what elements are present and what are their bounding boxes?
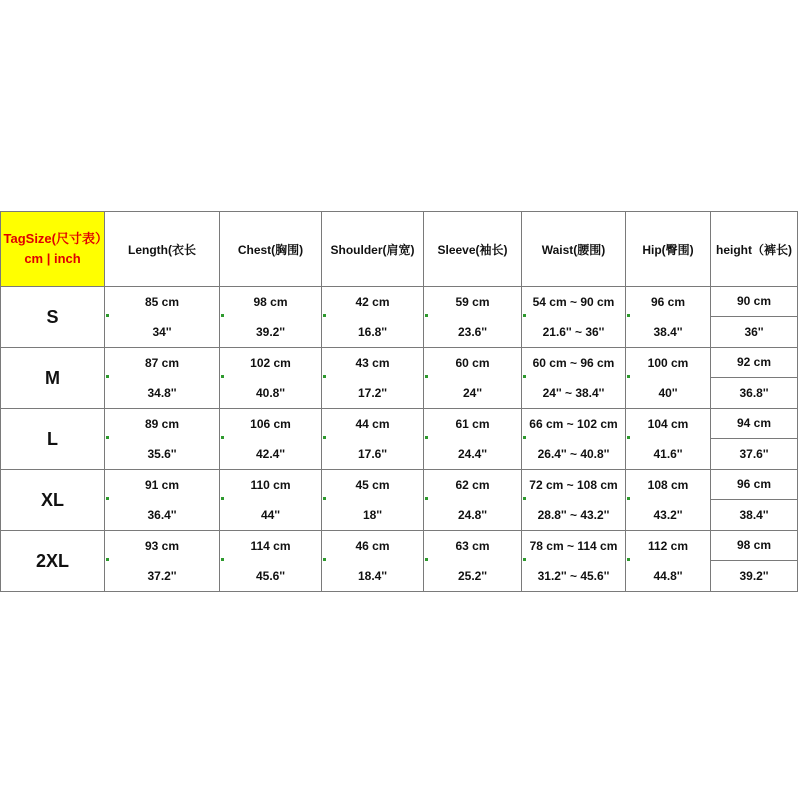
value-cm: 112 cm bbox=[647, 539, 689, 553]
cell-marker bbox=[627, 436, 630, 439]
table-row bbox=[1, 409, 798, 470]
value-inch: 44.8'' bbox=[653, 569, 683, 583]
value-inch: 39.2'' bbox=[739, 569, 769, 583]
value-cm: 42 cm bbox=[355, 295, 390, 309]
column-header-length: Length(衣长 bbox=[105, 212, 220, 287]
cell-marker bbox=[627, 375, 630, 378]
cell-hip bbox=[626, 470, 711, 531]
cell-chest bbox=[220, 287, 322, 348]
cell-shoulder bbox=[322, 348, 424, 409]
cell-length bbox=[105, 287, 220, 348]
value-cm: 78 cm ~ 114 cm bbox=[529, 539, 618, 553]
cell-length bbox=[105, 348, 220, 409]
cell-waist bbox=[522, 531, 626, 592]
cell-marker bbox=[425, 497, 428, 500]
cell-sleeve bbox=[424, 287, 522, 348]
value-cm: 46 cm bbox=[355, 539, 390, 553]
cell-marker bbox=[627, 497, 630, 500]
value-inch: 26.4'' ~ 40.8'' bbox=[537, 447, 610, 461]
value-inch: 28.8'' ~ 43.2'' bbox=[537, 508, 610, 522]
value-cm: 104 cm bbox=[647, 417, 689, 431]
cell-marker bbox=[323, 314, 326, 317]
cell-marker bbox=[627, 314, 630, 317]
value-inch: 36'' bbox=[744, 325, 764, 339]
column-header-height: height（裤长) bbox=[711, 212, 798, 287]
value-cm: 44 cm bbox=[355, 417, 390, 431]
cell-height bbox=[711, 348, 798, 409]
value-inch: 24'' bbox=[462, 386, 483, 400]
size-label: S bbox=[1, 287, 105, 348]
cell-sleeve bbox=[424, 348, 522, 409]
cell-shoulder bbox=[322, 470, 424, 531]
cell-waist bbox=[522, 348, 626, 409]
column-header-waist: Waist(腰围) bbox=[522, 212, 626, 287]
column-header-chest: Chest(胸围) bbox=[220, 212, 322, 287]
cell-hip bbox=[626, 287, 711, 348]
value-inch: 38.4'' bbox=[653, 325, 683, 339]
value-cm: 114 cm bbox=[250, 539, 291, 553]
table-row bbox=[1, 531, 798, 592]
cell-sleeve bbox=[424, 470, 522, 531]
value-cm: 59 cm bbox=[455, 295, 490, 309]
cell-marker bbox=[425, 375, 428, 378]
cell-marker bbox=[106, 497, 109, 500]
value-inch: 36.8'' bbox=[739, 386, 769, 400]
value-inch: 45.6'' bbox=[255, 569, 286, 583]
cell-marker bbox=[523, 375, 526, 378]
cell-hip bbox=[626, 531, 711, 592]
cell-marker bbox=[323, 558, 326, 561]
value-cm: 54 cm ~ 90 cm bbox=[532, 295, 615, 309]
cell-marker bbox=[323, 497, 326, 500]
value-inch: 18'' bbox=[362, 508, 383, 522]
cell-marker bbox=[106, 436, 109, 439]
column-header-shoulder: Shoulder(肩宽) bbox=[322, 212, 424, 287]
value-inch: 17.6'' bbox=[357, 447, 388, 461]
size-label: 2XL bbox=[1, 531, 105, 592]
value-inch: 34.8'' bbox=[147, 386, 177, 400]
cell-marker bbox=[323, 375, 326, 378]
cell-length bbox=[105, 470, 220, 531]
value-cm: 90 cm bbox=[711, 287, 797, 317]
value-inch: 25.2'' bbox=[457, 569, 488, 583]
value-cm: 87 cm bbox=[144, 356, 180, 370]
value-cm: 61 cm bbox=[455, 417, 490, 431]
value-cm: 60 cm bbox=[455, 356, 490, 370]
value-inch: 42.4'' bbox=[255, 447, 286, 461]
cell-marker bbox=[425, 314, 428, 317]
cell-chest bbox=[220, 348, 322, 409]
size-chart-table bbox=[0, 211, 798, 592]
value-inch: 17.2'' bbox=[357, 386, 388, 400]
cell-waist bbox=[522, 409, 626, 470]
cell-marker bbox=[221, 497, 224, 500]
cell-marker bbox=[221, 375, 224, 378]
value-cm: 91 cm bbox=[144, 478, 180, 492]
value-inch: 23.6'' bbox=[457, 325, 488, 339]
value-inch: 36.4'' bbox=[147, 508, 177, 522]
cell-marker bbox=[106, 375, 109, 378]
value-cm: 92 cm bbox=[711, 348, 797, 378]
column-header-sleeve: Sleeve(袖长) bbox=[424, 212, 522, 287]
table-row bbox=[1, 470, 798, 531]
value-cm: 96 cm bbox=[711, 470, 797, 500]
value-cm: 45 cm bbox=[355, 478, 390, 492]
value-cm: 102 cm bbox=[250, 356, 291, 370]
value-inch: 43.2'' bbox=[653, 508, 683, 522]
cell-marker bbox=[523, 314, 526, 317]
table-row bbox=[1, 348, 798, 409]
value-cm: 60 cm ~ 96 cm bbox=[532, 356, 615, 370]
cell-hip bbox=[626, 409, 711, 470]
value-cm: 66 cm ~ 102 cm bbox=[529, 417, 618, 431]
table-row bbox=[1, 287, 798, 348]
cell-sleeve bbox=[424, 409, 522, 470]
value-cm: 62 cm bbox=[455, 478, 490, 492]
value-inch: 39.2'' bbox=[255, 325, 286, 339]
value-inch: 24.4'' bbox=[457, 447, 488, 461]
value-inch: 34'' bbox=[152, 325, 172, 339]
cell-height bbox=[711, 409, 798, 470]
value-inch: 31.2'' ~ 45.6'' bbox=[537, 569, 610, 583]
cell-waist bbox=[522, 470, 626, 531]
value-cm: 110 cm bbox=[250, 478, 291, 492]
cell-marker bbox=[221, 436, 224, 439]
cell-sleeve bbox=[424, 531, 522, 592]
cell-shoulder bbox=[322, 287, 424, 348]
value-inch: 24.8'' bbox=[457, 508, 488, 522]
cell-shoulder bbox=[322, 409, 424, 470]
cell-marker bbox=[106, 558, 109, 561]
size-label: L bbox=[1, 409, 105, 470]
value-inch: 38.4'' bbox=[739, 508, 769, 522]
cell-height bbox=[711, 287, 798, 348]
value-inch: 37.6'' bbox=[739, 447, 769, 461]
cell-length bbox=[105, 531, 220, 592]
value-cm: 100 cm bbox=[647, 356, 689, 370]
cell-hip bbox=[626, 348, 711, 409]
cell-length bbox=[105, 409, 220, 470]
value-inch: 37.2'' bbox=[147, 569, 177, 583]
tag-size-header: TagSize(尺寸表）cm | inch bbox=[1, 212, 105, 287]
header-row bbox=[1, 212, 798, 287]
cell-chest bbox=[220, 409, 322, 470]
cell-chest bbox=[220, 531, 322, 592]
cell-marker bbox=[106, 314, 109, 317]
cell-marker bbox=[425, 436, 428, 439]
cell-marker bbox=[221, 558, 224, 561]
value-inch: 35.6'' bbox=[147, 447, 177, 461]
size-label: XL bbox=[1, 470, 105, 531]
value-inch: 40.8'' bbox=[255, 386, 286, 400]
size-label: M bbox=[1, 348, 105, 409]
value-inch: 41.6'' bbox=[653, 447, 683, 461]
cell-marker bbox=[523, 558, 526, 561]
value-cm: 96 cm bbox=[650, 295, 686, 309]
cell-marker bbox=[425, 558, 428, 561]
value-cm: 98 cm bbox=[253, 295, 288, 309]
value-cm: 106 cm bbox=[250, 417, 291, 431]
value-cm: 93 cm bbox=[144, 539, 180, 553]
cell-height bbox=[711, 470, 798, 531]
cell-chest bbox=[220, 470, 322, 531]
cell-marker bbox=[523, 436, 526, 439]
value-cm: 108 cm bbox=[647, 478, 689, 492]
cell-marker bbox=[523, 497, 526, 500]
value-cm: 85 cm bbox=[144, 295, 180, 309]
value-inch: 18.4'' bbox=[357, 569, 388, 583]
value-cm: 63 cm bbox=[455, 539, 490, 553]
value-inch: 40'' bbox=[658, 386, 678, 400]
cell-waist bbox=[522, 287, 626, 348]
value-inch: 24'' ~ 38.4'' bbox=[542, 386, 605, 400]
cell-height bbox=[711, 531, 798, 592]
value-cm: 72 cm ~ 108 cm bbox=[529, 478, 618, 492]
value-cm: 94 cm bbox=[711, 409, 797, 439]
cell-marker bbox=[627, 558, 630, 561]
cell-marker bbox=[221, 314, 224, 317]
value-cm: 89 cm bbox=[144, 417, 180, 431]
cell-marker bbox=[323, 436, 326, 439]
column-header-hip: Hip(臀围) bbox=[626, 212, 711, 287]
value-inch: 44'' bbox=[260, 508, 281, 522]
cell-shoulder bbox=[322, 531, 424, 592]
value-cm: 98 cm bbox=[711, 531, 797, 561]
value-inch: 16.8'' bbox=[357, 325, 388, 339]
value-inch: 21.6'' ~ 36'' bbox=[542, 325, 605, 339]
value-cm: 43 cm bbox=[355, 356, 390, 370]
